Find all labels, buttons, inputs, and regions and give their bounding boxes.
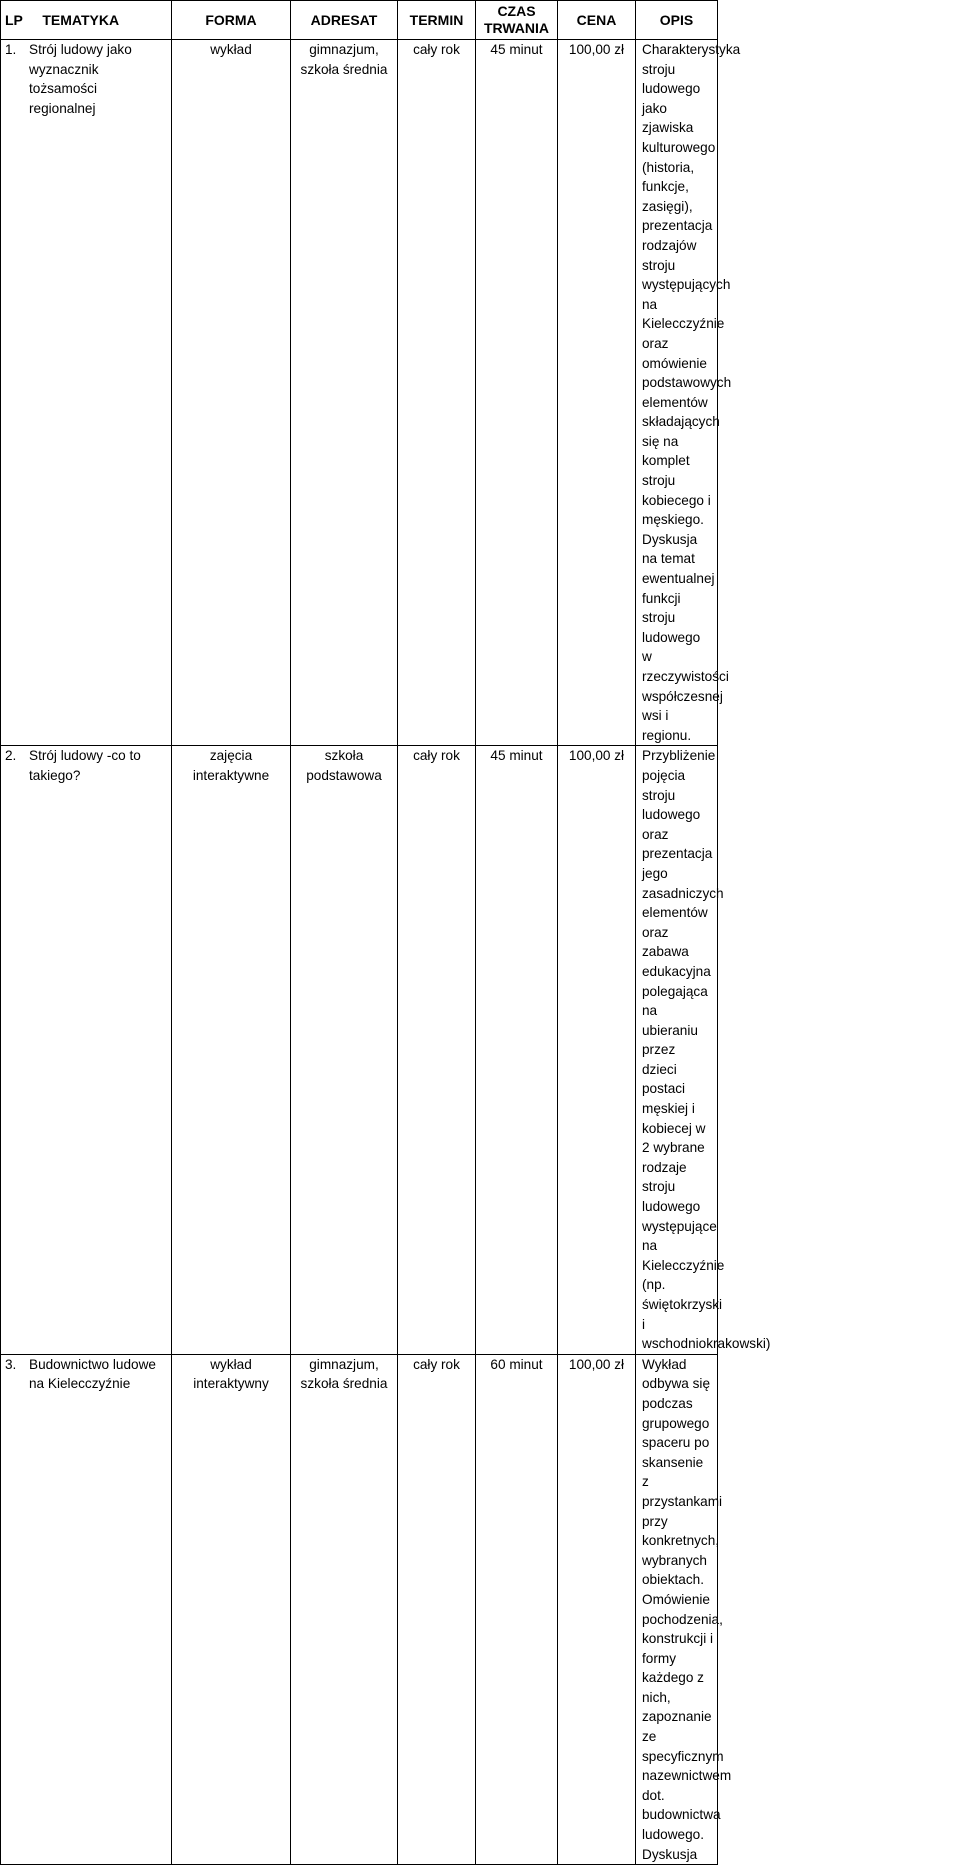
table-row bbox=[1, 40, 961, 746]
tematyka-cell bbox=[1, 1354, 172, 1864]
lp-number: 2. bbox=[5, 748, 17, 764]
termin-cell: cały rok bbox=[398, 40, 476, 746]
header-forma: FORMA bbox=[172, 1, 291, 40]
cena-cell: 100,00 zł bbox=[558, 40, 636, 746]
lp-number: 3. bbox=[5, 1356, 17, 1372]
forma-cell: zajęcia interaktywne bbox=[172, 746, 291, 1354]
forma-cell: wykład bbox=[172, 40, 291, 746]
opis-cell: Przybliżenie pojęcia stroju ludowego oraz prezentacja jego zasadniczych elementów oraz zabawa edukacyjna polegająca na ubieraniu przez dzieci postaci męskiej i kobiecej w 2 wybrane rodzaje stroju ludowego występujące na Kielecczyźnie (np. świętokrzyski i wschodniokrakowski) bbox=[636, 746, 718, 1354]
czas-cell: 60 minut bbox=[476, 1354, 558, 1864]
termin-cell: cały rok bbox=[398, 1354, 476, 1864]
czas-cell: 45 minut bbox=[476, 746, 558, 1354]
tematyka-text: Strój ludowy -co to takiego? bbox=[29, 748, 141, 783]
cena-cell: 100,00 zł bbox=[558, 1354, 636, 1864]
header-opis: OPIS bbox=[636, 1, 718, 40]
tematyka-cell bbox=[1, 746, 172, 1354]
opis-cell: Wykład odbywa się podczas grupowego spaceru po skansenie z przystankami przy konkretnych, wybranych obiektach. Omówienie pochodzenia, konstrukcji i formy każdego z nich, zapoznanie ze specyficznym nazewnictwem dot. budownictwa ludowego. Dyskusja bbox=[636, 1354, 718, 1864]
header-cena: CENA bbox=[558, 1, 636, 40]
adresat-cell: gimnazjum, szkoła średnia bbox=[291, 1354, 398, 1864]
header-termin: TERMIN bbox=[398, 1, 476, 40]
cena-cell: 100,00 zł bbox=[558, 746, 636, 1354]
table-row bbox=[1, 1354, 961, 1864]
lp-number: 1. bbox=[5, 42, 17, 57]
tematyka-text: Budownictwo ludowe na Kielecczyźnie bbox=[29, 1356, 156, 1392]
termin-cell: cały rok bbox=[398, 746, 476, 1354]
header-lp-tematyka: LP TEMATYKA bbox=[1, 1, 172, 40]
opis-cell: Charakterystyka stroju ludowego jako zjawiska kulturowego (historia, funkcje, zasięgi), prezentacja rodzajów stroju występujących na Kielecczyźnie oraz omówienie podstawowych elementów składających się na komplet stroju kobiecego i męskiego. Dyskusja na temat ewentualnej funkcji stroju ludowego w rzeczywistości współczesnej wsi i regionu. bbox=[636, 40, 718, 746]
tematyka-cell bbox=[1, 40, 172, 746]
table-row bbox=[1, 746, 961, 1354]
adresat-cell: gimnazjum, szkoła średnia bbox=[291, 40, 398, 746]
czas-cell: 45 minut bbox=[476, 40, 558, 746]
header-czas-trwania: CZAS TRWANIA bbox=[476, 1, 558, 40]
forma-cell: wykład interaktywny bbox=[172, 1354, 291, 1864]
tematyka-text: Strój ludowy jako wyznacznik tożsamości regionalnej bbox=[29, 42, 132, 116]
header-adresat: ADRESAT bbox=[291, 1, 398, 40]
header-row bbox=[1, 1, 961, 40]
adresat-cell: szkoła podstawowa bbox=[291, 746, 398, 1354]
